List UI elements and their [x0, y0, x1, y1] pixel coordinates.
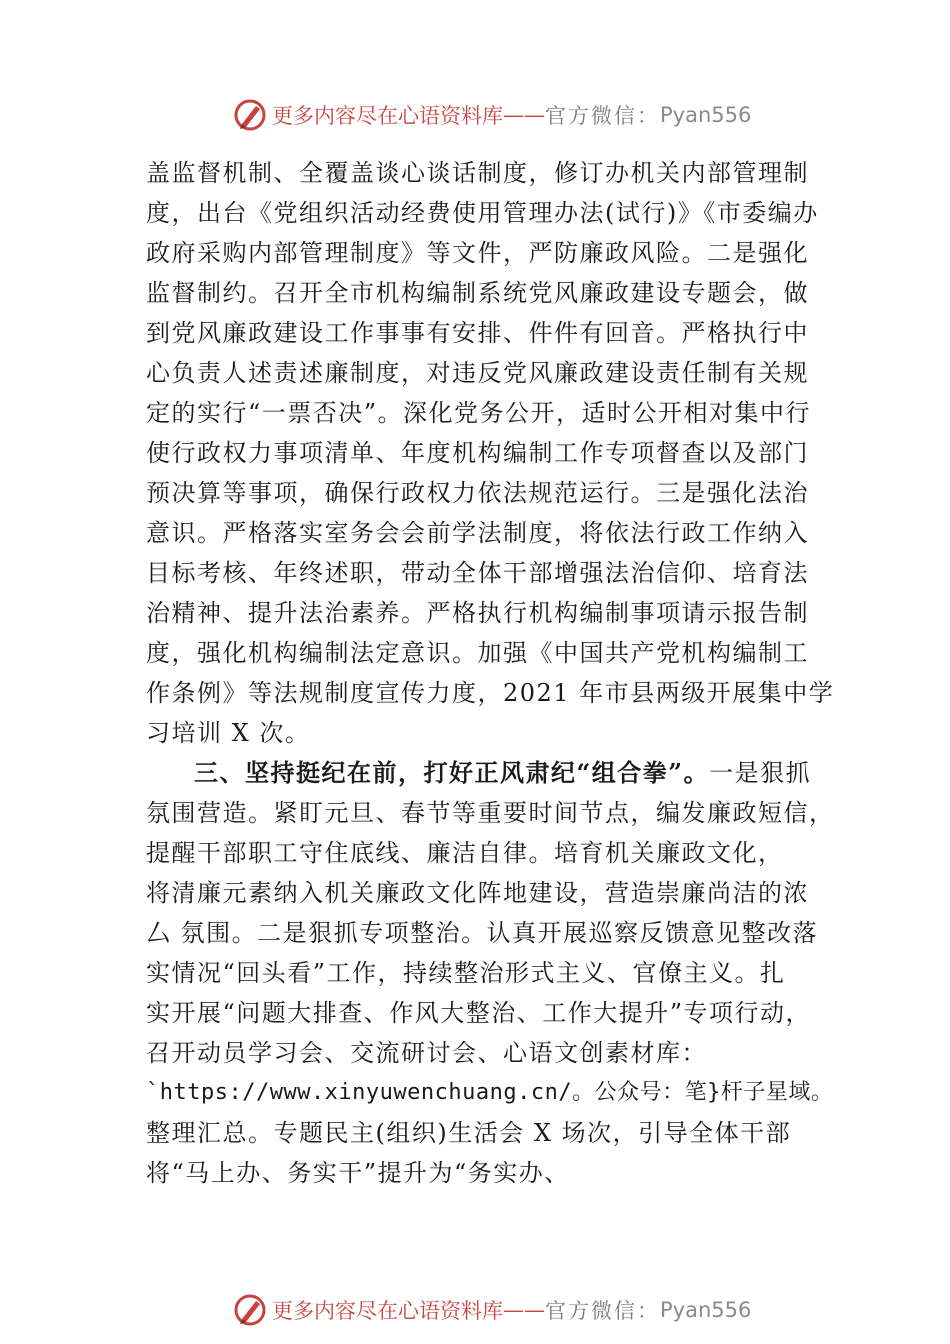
banner-brand-text: 更多内容尽在心语资料库 — [272, 1299, 503, 1323]
body-line: 目标考核、年终述职，带动全体干部增强法治信仰、培育法 — [146, 559, 809, 587]
body-line: 度，强化机构编制法定意识。加强《中国共产党机构编制工 — [146, 639, 809, 667]
pen-logo-icon — [232, 97, 268, 133]
body-line: 监督制约。召开全市机构编制系统党风廉政建设专题会，做 — [146, 279, 809, 307]
footer-watermark-banner — [232, 1290, 751, 1330]
body-line: 将“马上办、务实干”提升为“务实办、 — [146, 1159, 570, 1187]
body-line: 预决算等事项，确保行政权力依法规范运行。三是强化法治 — [146, 479, 809, 507]
banner-brand-text: 更多内容尽在心语资料库 — [272, 104, 503, 128]
document-body — [146, 153, 835, 1193]
body-line: 召开动员学习会、交流研讨会、心语文创素材库： — [146, 1039, 707, 1067]
body-line: 度，出台《党组织活动经费使用管理办法(试行)》《市委编办 — [146, 199, 819, 227]
body-line: 定的实行“一票否决”。深化党务公开，适时公开相对集中行 — [146, 399, 812, 427]
body-line: 提醒干部职工守住底线、廉洁自律。培育机关廉政文化， — [146, 839, 784, 867]
body-line: 厶 氛围。二是狠抓专项整治。认真开展巡察反馈意见整改落 — [146, 919, 819, 947]
banner-wechat-label: 官方微信： — [545, 1299, 660, 1323]
body-line: 习培训 X 次。 — [146, 719, 311, 747]
body-line: 心负责人述责述廉制度，对违反党风廉政建设责任制有关规 — [146, 359, 809, 387]
body-line: 氛围营造。紧盯元旦、春节等重要时间节点，编发廉政短信， — [146, 799, 835, 827]
section-heading-line — [146, 753, 816, 793]
body-line: 实情况“回头看”工作，持续整治形式主义、官僚主义。扎 — [146, 959, 786, 987]
banner-dash: —— — [503, 103, 545, 127]
body-line: 作条例》等法规制度宣传力度，2021 年市县两级开展集中学 — [146, 679, 835, 707]
body-line: 整理汇总。专题民主(组织)生活会 X 场次，引导全体干部 — [146, 1119, 792, 1147]
section-3-heading-tail: 一是狠抓 — [709, 759, 812, 787]
body-line: 盖监督机制、全覆盖谈心谈话制度，修订办机关内部管理制 — [146, 159, 809, 187]
section-3-heading: 三、坚持挺纪在前，打好正风肃纪“组合拳”。 — [194, 758, 710, 787]
banner-wechat-id: Pyan556 — [660, 1298, 752, 1322]
banner-wechat-label: 官方微信： — [545, 104, 660, 128]
pen-logo-icon — [232, 1292, 268, 1328]
header-watermark-banner — [232, 95, 751, 135]
body-line: 实开展“问题大排查、作风大整治、工作大提升”专项行动， — [146, 999, 812, 1027]
url-line: `https://www.xinyuwenchuang.cn/。公众号：笔}杆子星域。 — [146, 1080, 834, 1105]
body-line: 将清廉元素纳入机关廉政文化阵地建设，营造崇廉尚洁的浓 — [146, 879, 809, 907]
body-line: 政府采购内部管理制度》等文件，严防廉政风险。二是强化 — [146, 239, 809, 267]
body-line: 使行政权力事项清单、年度机构编制工作专项督查以及部门 — [146, 439, 809, 467]
body-line: 意识。严格落实室务会会前学法制度，将依法行政工作纳入 — [146, 519, 809, 547]
banner-dash: —— — [503, 1298, 545, 1322]
banner-wechat-id: Pyan556 — [660, 103, 752, 127]
body-line: 到党风廉政建设工作事事有安排、件件有回音。严格执行中 — [146, 319, 809, 347]
body-line: 治精神、提升法治素养。严格执行机构编制事项请示报告制 — [146, 599, 809, 627]
